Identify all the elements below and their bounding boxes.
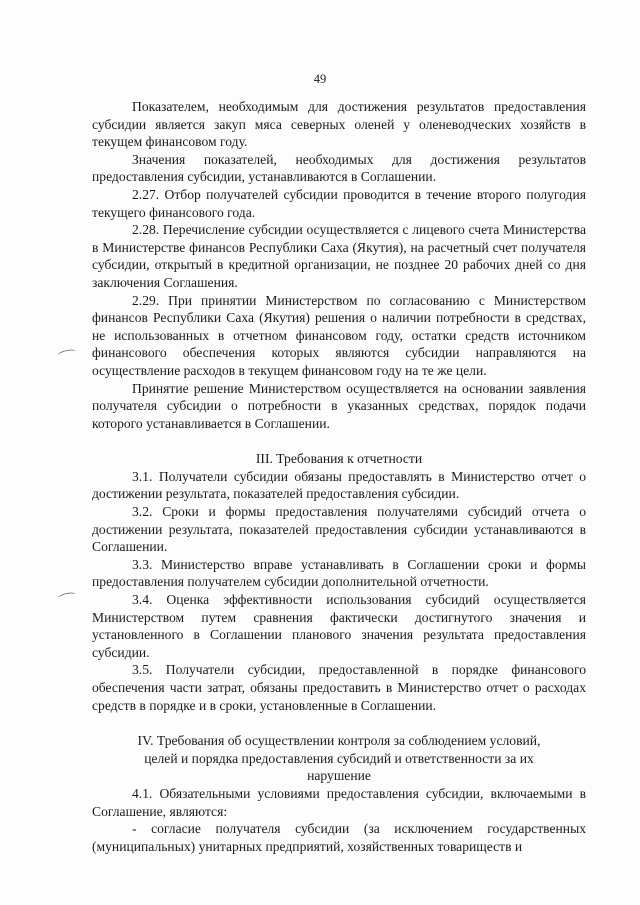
paragraph: Значения показателей, необходимых для достижения результатов предоставления субсидии, устанавливаются в Соглашении. [92, 151, 586, 185]
paragraph: 2.29. При принятии Министерством по согласованию с Министерством финансов Республики Саха (Якутия) решения о наличии потребности в средствах, не использованных в отчетном финансовом году, остатки средств источником финансового обеспечения которых являются субсидии направляются на осуществление расходов в текущем финансовом году на те же цели. [92, 292, 586, 378]
paragraph: - согласие получателя субсидии (за исключением государственных (муниципальных) унитарных предприятий, хозяйственных товариществ и [92, 821, 586, 854]
paragraph: 2.27. Отбор получателей субсидии проводится в течение второго полугодия текущего финансового года. [92, 186, 586, 220]
paragraph: 3.2. Сроки и формы предоставления получателями субсидий отчета о достижении результата, показателей предоставления субсидии устанавливаются в Соглашении. [92, 504, 586, 555]
paragraph: 4.1. Обязательными условиями предоставления субсидии, включаемыми в Соглашение, являются: [92, 785, 586, 819]
section-title-line: целей и порядка предоставления субсидий и ответственности за их [144, 750, 534, 766]
paragraph: Принятие решение Министерством осуществляется на основании заявления получателя субсидии о потребности в указанных средствах, порядок подачи которого устанавливается в Соглашении. [92, 380, 586, 431]
paragraph: 3.1. Получатели субсидии обязаны предоставлять в Министерство отчет о достижении результата, показателей предоставления субсидии. [92, 468, 586, 502]
section-title: III. Требования к отчетности [255, 451, 423, 467]
paragraph: 3.5. Получатели субсидии, предоставленной в порядке финансового обеспечения части затрат, обязаны предоставить в Министерство отчет о расходах средств в порядке и в сроки, установленные в Соглашении. [92, 662, 586, 713]
paragraph: 2.28. Перечисление субсидии осуществляется с лицевого счета Министерства в Министерстве финансов Республики Саха (Якутия), на расчетный счет получателя субсидии, открытый в кредитной организации, не позднее 20 рабочих дней со дня заключения Соглашения. [92, 222, 586, 290]
paragraph: Показателем, необходимым для достижения результатов предоставления субсидии является закуп мяса северных оленей у оленеводческих хозяйств в текущем финансовом году. [92, 99, 586, 150]
section-title-line: нарушение [307, 768, 371, 784]
paragraph: 3.4. Оценка эффективности использования субсидий осуществляется Министерством путем сравнения фактически достигнутого значения и установленного в Соглашении планового значения результата предоставления субсидии. [92, 592, 586, 660]
margin-mark [57, 591, 76, 602]
section-title-line: IV. Требования об осуществлении контроля за соблюдением условий, [137, 733, 541, 749]
paragraph: 3.3. Министерство вправе устанавливать в Соглашении сроки и формы предоставления получателем субсидии дополнительной отчетности. [92, 556, 586, 590]
margin-mark [57, 348, 76, 359]
document-body [92, 98, 586, 855]
page-number: 49 [313, 72, 327, 86]
